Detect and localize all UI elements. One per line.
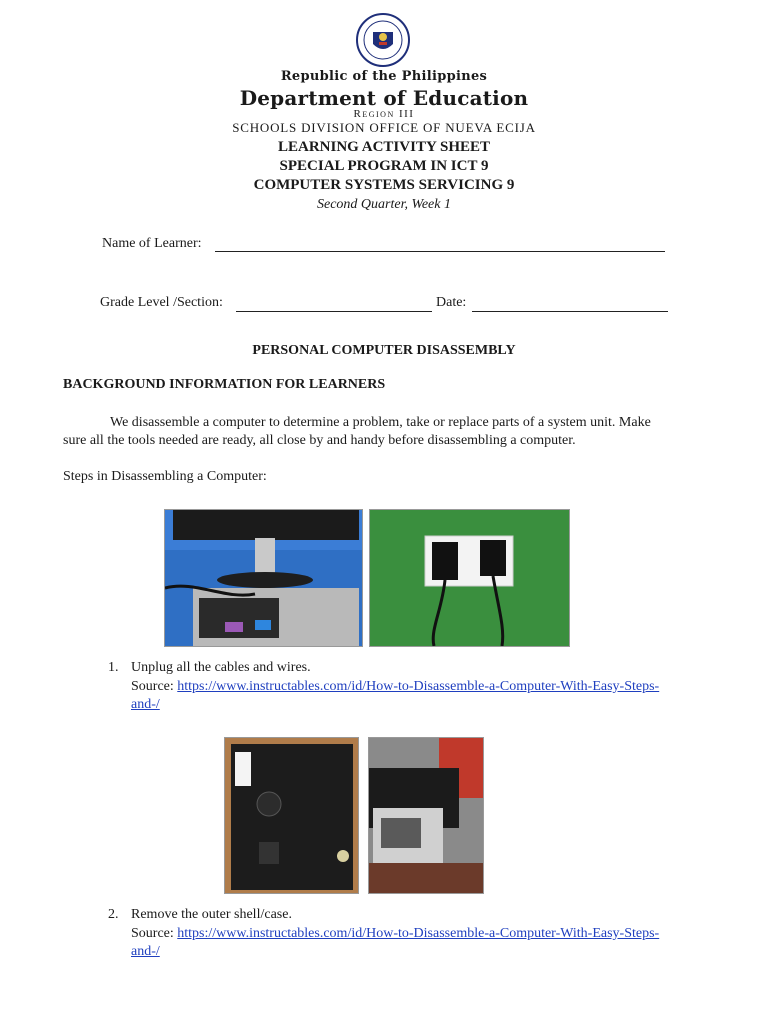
grade-label: Grade Level /Section: xyxy=(100,295,223,310)
photo-monitor-cables xyxy=(164,509,363,647)
sheet-title: LEARNING ACTIVITY SHEET xyxy=(278,139,490,155)
photo-open-case xyxy=(368,737,484,894)
step-2-link-cont[interactable]: and-/ xyxy=(131,944,160,959)
step-2-link[interactable]: https://www.instructables.com/id/How-to-Disassemble-a-Computer-With-Easy-Steps- xyxy=(177,926,660,941)
program-title: SPECIAL PROGRAM IN ICT 9 xyxy=(279,158,489,174)
step-2-source-label: Source: xyxy=(131,926,174,941)
step-1-link[interactable]: https://www.instructables.com/id/How-to-Disassemble-a-Computer-With-Easy-Steps- xyxy=(177,679,660,694)
step-2-text: Remove the outer shell/case. xyxy=(131,907,292,922)
background-heading: BACKGROUND INFORMATION FOR LEARNERS xyxy=(63,377,386,392)
date-field[interactable] xyxy=(472,311,668,312)
step-1-source xyxy=(131,678,659,696)
step-2-source xyxy=(131,925,659,943)
background-line-1: We disassemble a computer to determine a problem, take or replace parts of a system unit. Make xyxy=(110,415,651,430)
grade-field[interactable] xyxy=(236,311,432,312)
republic-text: Republic of the Philippines xyxy=(280,69,488,84)
name-label: Name of Learner: xyxy=(102,236,202,251)
background-line-2: sure all the tools needed are ready, all close by and handy before disassembling a computer. xyxy=(63,433,576,448)
step-1-source-label: Source: xyxy=(131,679,174,694)
quarter-text: Second Quarter, Week 1 xyxy=(316,197,451,212)
name-field[interactable] xyxy=(215,251,665,252)
step-2-number: 2. xyxy=(108,907,119,922)
step-1-text: Unplug all the cables and wires. xyxy=(131,660,311,675)
steps-intro: Steps in Disassembling a Computer: xyxy=(63,469,267,484)
deped-seal xyxy=(349,12,417,68)
date-label: Date: xyxy=(436,295,467,310)
step-1-number: 1. xyxy=(108,660,119,675)
department-title: Department of Education xyxy=(239,86,529,110)
page-title: PERSONAL COMPUTER DISASSEMBLY xyxy=(252,343,516,358)
step-1-link-cont[interactable]: and-/ xyxy=(131,697,160,712)
division-text: SCHOOLS DIVISION OFFICE OF NUEVA ECIJA xyxy=(232,120,536,135)
region-text: Region III xyxy=(353,108,415,120)
photo-case-panel xyxy=(224,737,359,894)
subject-title: COMPUTER SYSTEMS SERVICING 9 xyxy=(253,177,515,193)
photo-wall-socket xyxy=(369,509,570,647)
